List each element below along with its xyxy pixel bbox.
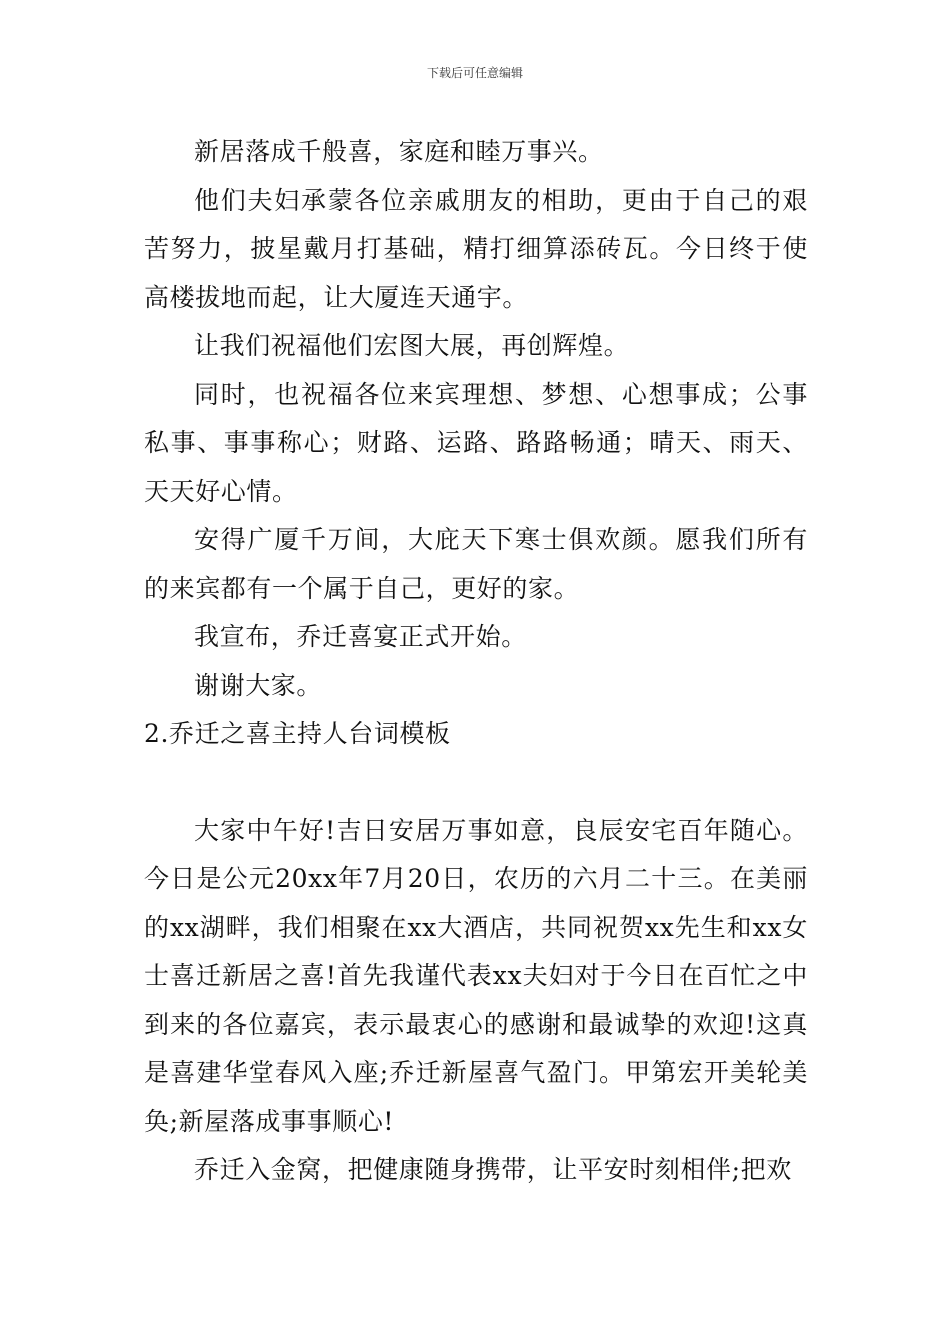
paragraph: 大家中午好!吉日安居万事如意，良辰安宅百年随心。今日是公元20xx年7月20日，农历的六月二十三。在美丽的xx湖畔，我们相聚在xx大酒店，共同祝贺xx先生和xx女士喜迁新居之喜!首先我谨代表xx夫妇对于今日在百忙之中到来的各位嘉宾，表示最衷心的感谢和最诚挚的欢迎!这真是喜建华堂春风入座;乔迁新屋喜气盈门。甲第宏开美轮美奂;新屋落成事事顺心!: [144, 815, 808, 1136]
paragraph: 乔迁入金窝，把健康随身携带，让平安时刻相伴;把欢: [194, 1155, 792, 1184]
paragraph: 谢谢大家。: [194, 670, 323, 700]
paragraph: 安得广厦千万间，大庇天下寒士俱欢颜。愿我们所有的来宾都有一个属于自己，更好的家。: [144, 525, 808, 603]
paragraph: 我宣布，乔迁喜宴正式开始。: [194, 622, 527, 651]
paragraph: 让我们祝福他们宏图大展，再创辉煌。: [194, 331, 630, 360]
paragraph: 新居落成千般喜，家庭和睦万事兴。: [194, 137, 604, 166]
section-heading: 2.乔迁之喜主持人台词模板: [144, 719, 451, 748]
page-header-note: 下载后可任意编辑: [426, 66, 523, 80]
paragraph: 他们夫妇承蒙各位亲戚朋友的相助，更由于自己的艰苦努力，披星戴月打基础，精打细算添砖瓦。今日终于使高楼拔地而起，让大厦连天通宇。: [144, 185, 808, 312]
blank-line: [144, 759, 808, 807]
document-body: [144, 128, 808, 1195]
paragraph: 同时，也祝福各位来宾理想、梦想、心想事成；公事私事、事事称心；财路、运路、路路畅通；晴天、雨天、天天好心情。: [144, 379, 808, 506]
